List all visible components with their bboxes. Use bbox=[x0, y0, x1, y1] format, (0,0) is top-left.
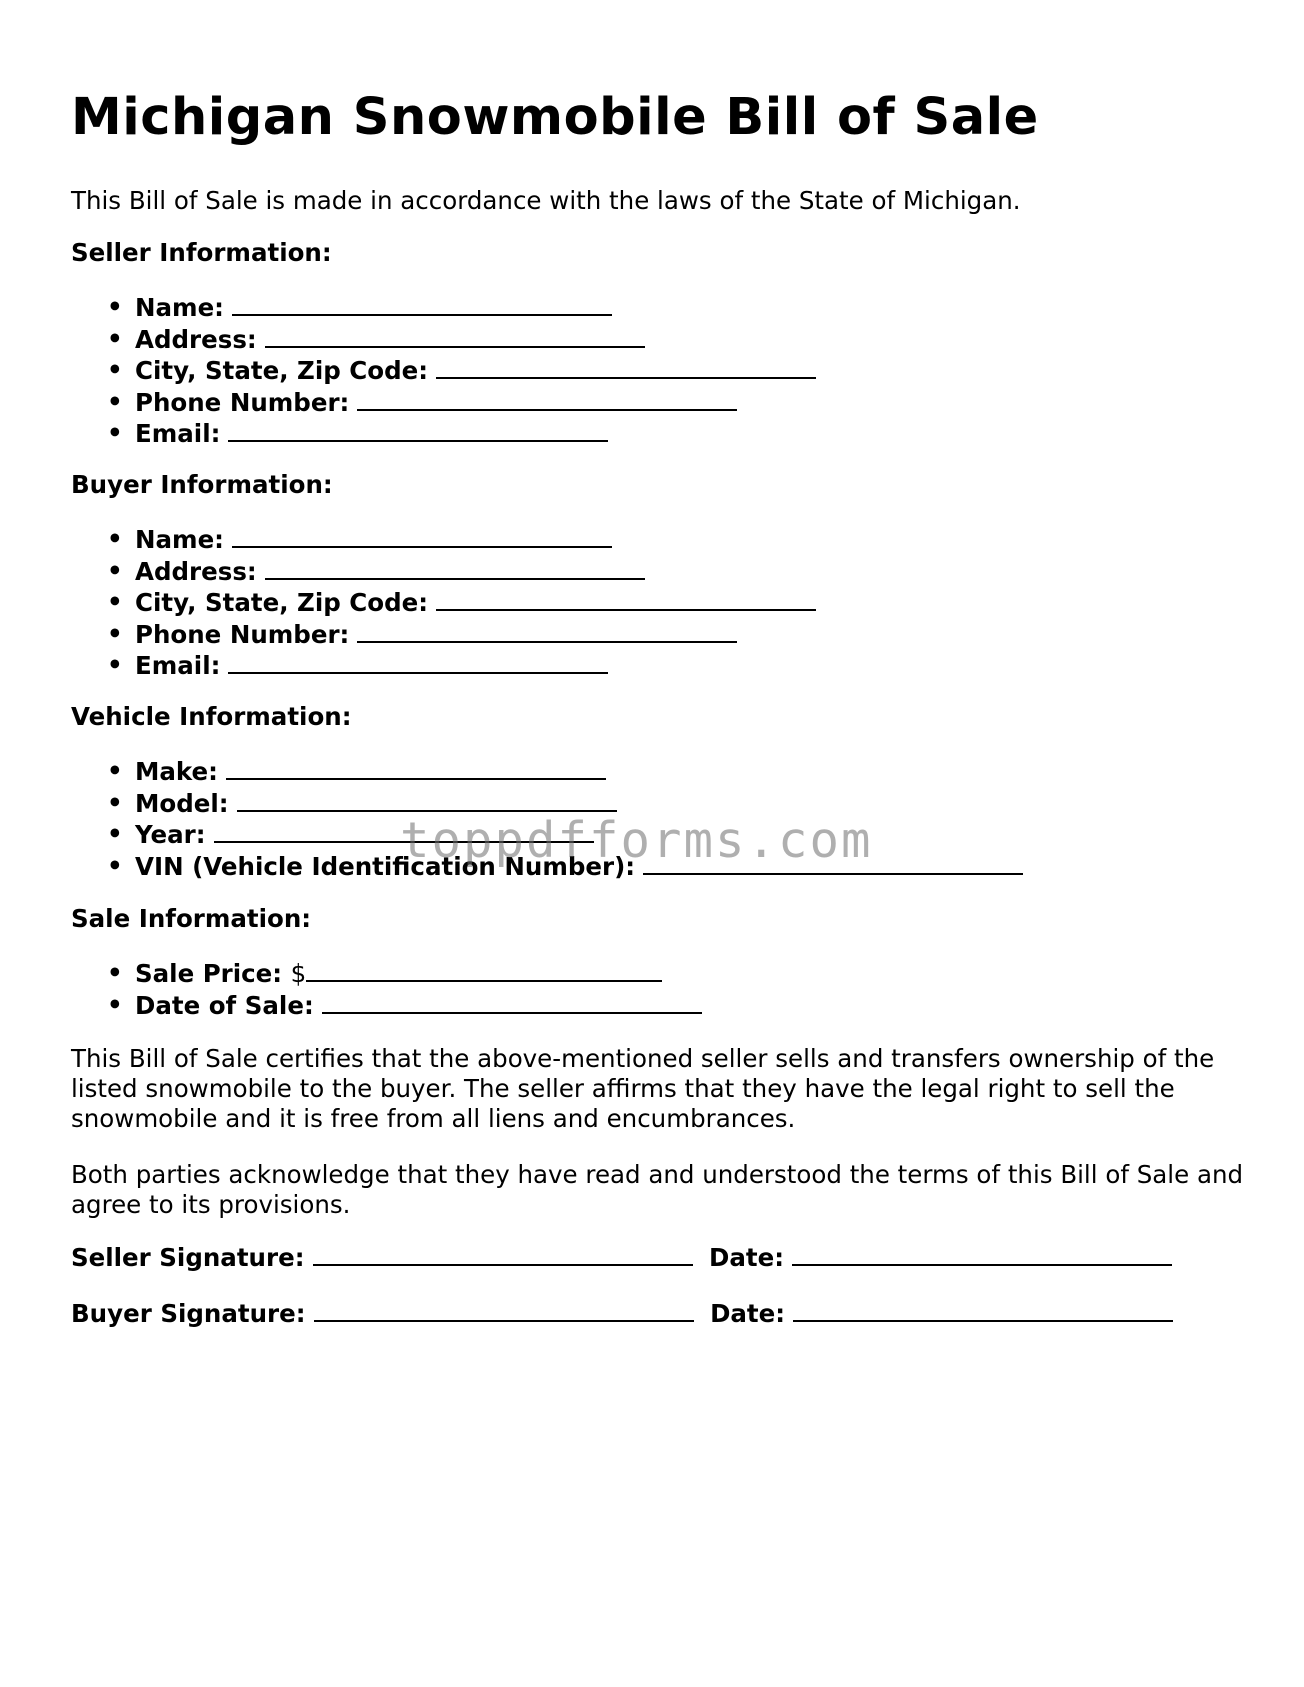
sale-date-blank[interactable] bbox=[322, 990, 702, 1014]
page-title: Michigan Snowmobile Bill of Sale bbox=[71, 88, 1039, 147]
seller-section-heading: Seller Information: bbox=[71, 238, 332, 267]
vehicle-model-blank[interactable] bbox=[237, 788, 617, 812]
seller-phone-field: • Phone Number: bbox=[71, 387, 816, 419]
seller-name-blank[interactable] bbox=[232, 292, 612, 316]
watermark: toppdfforms.com bbox=[400, 812, 873, 869]
seller-address-field: • Address: bbox=[71, 324, 816, 356]
certification-text: This Bill of Sale certifies that the above-mentioned seller sells and transfers ownership of the listed snowmobile to the buyer. The seller affirms that they have the legal right to sell the snowmobile and it is free from all liens and encumbrances. bbox=[71, 1044, 1215, 1133]
vehicle-year-field: • Year: bbox=[71, 819, 1023, 851]
buyer-name-field: • Name: bbox=[71, 524, 816, 556]
vehicle-year-blank[interactable] bbox=[214, 819, 594, 843]
buyer-phone-field: • Phone Number: bbox=[71, 619, 816, 651]
seller-signature-row: Seller Signature: Date: bbox=[71, 1242, 1172, 1273]
vehicle-vin-field: • VIN (Vehicle Identification Number): bbox=[71, 851, 1023, 883]
buyer-signature-row: Buyer Signature: Date: bbox=[71, 1298, 1173, 1329]
vehicle-section-heading: Vehicle Information: bbox=[71, 702, 352, 731]
intro-text: This Bill of Sale is made in accordance with the laws of the State of Michigan. bbox=[71, 186, 1021, 215]
currency-symbol: $ bbox=[290, 959, 307, 988]
seller-address-blank[interactable] bbox=[265, 324, 645, 348]
acknowledgement-text: Both parties acknowledge that they have read and understood the terms of this Bill of Sale and agree to its provisions. bbox=[71, 1160, 1244, 1219]
vehicle-make-blank[interactable] bbox=[226, 756, 606, 780]
seller-name-field: • Name: bbox=[71, 292, 816, 324]
buyer-address-blank[interactable] bbox=[265, 556, 645, 580]
vehicle-fields-list bbox=[71, 756, 1023, 882]
seller-email-field: • Email: bbox=[71, 418, 816, 450]
seller-city-state-zip-field: • City, State, Zip Code: bbox=[71, 355, 816, 387]
buyer-fields-list bbox=[71, 524, 816, 682]
buyer-city-state-zip-field: • City, State, Zip Code: bbox=[71, 587, 816, 619]
buyer-name-blank[interactable] bbox=[232, 524, 612, 548]
buyer-city-state-zip-blank[interactable] bbox=[436, 587, 816, 611]
buyer-phone-blank[interactable] bbox=[357, 619, 737, 643]
vehicle-make-field: • Make: bbox=[71, 756, 1023, 788]
seller-email-blank[interactable] bbox=[228, 418, 608, 442]
buyer-email-blank[interactable] bbox=[228, 650, 608, 674]
sale-fields-list bbox=[71, 958, 702, 1021]
vehicle-vin-blank[interactable] bbox=[643, 851, 1023, 875]
buyer-address-field: • Address: bbox=[71, 556, 816, 588]
seller-date-blank[interactable] bbox=[792, 1242, 1172, 1266]
seller-city-state-zip-blank[interactable] bbox=[436, 355, 816, 379]
buyer-date-blank[interactable] bbox=[793, 1298, 1173, 1322]
sale-date-field: • Date of Sale: bbox=[71, 990, 702, 1022]
seller-fields-list bbox=[71, 292, 816, 450]
seller-phone-blank[interactable] bbox=[357, 387, 737, 411]
buyer-section-heading: Buyer Information: bbox=[71, 470, 333, 499]
buyer-email-field: • Email: bbox=[71, 650, 816, 682]
sale-price-blank[interactable] bbox=[306, 958, 662, 982]
sale-price-field: • Sale Price: $ bbox=[71, 958, 702, 990]
sale-section-heading: Sale Information: bbox=[71, 904, 312, 933]
seller-signature-blank[interactable] bbox=[313, 1242, 693, 1266]
vehicle-model-field: • Model: bbox=[71, 788, 1023, 820]
buyer-signature-blank[interactable] bbox=[314, 1298, 694, 1322]
